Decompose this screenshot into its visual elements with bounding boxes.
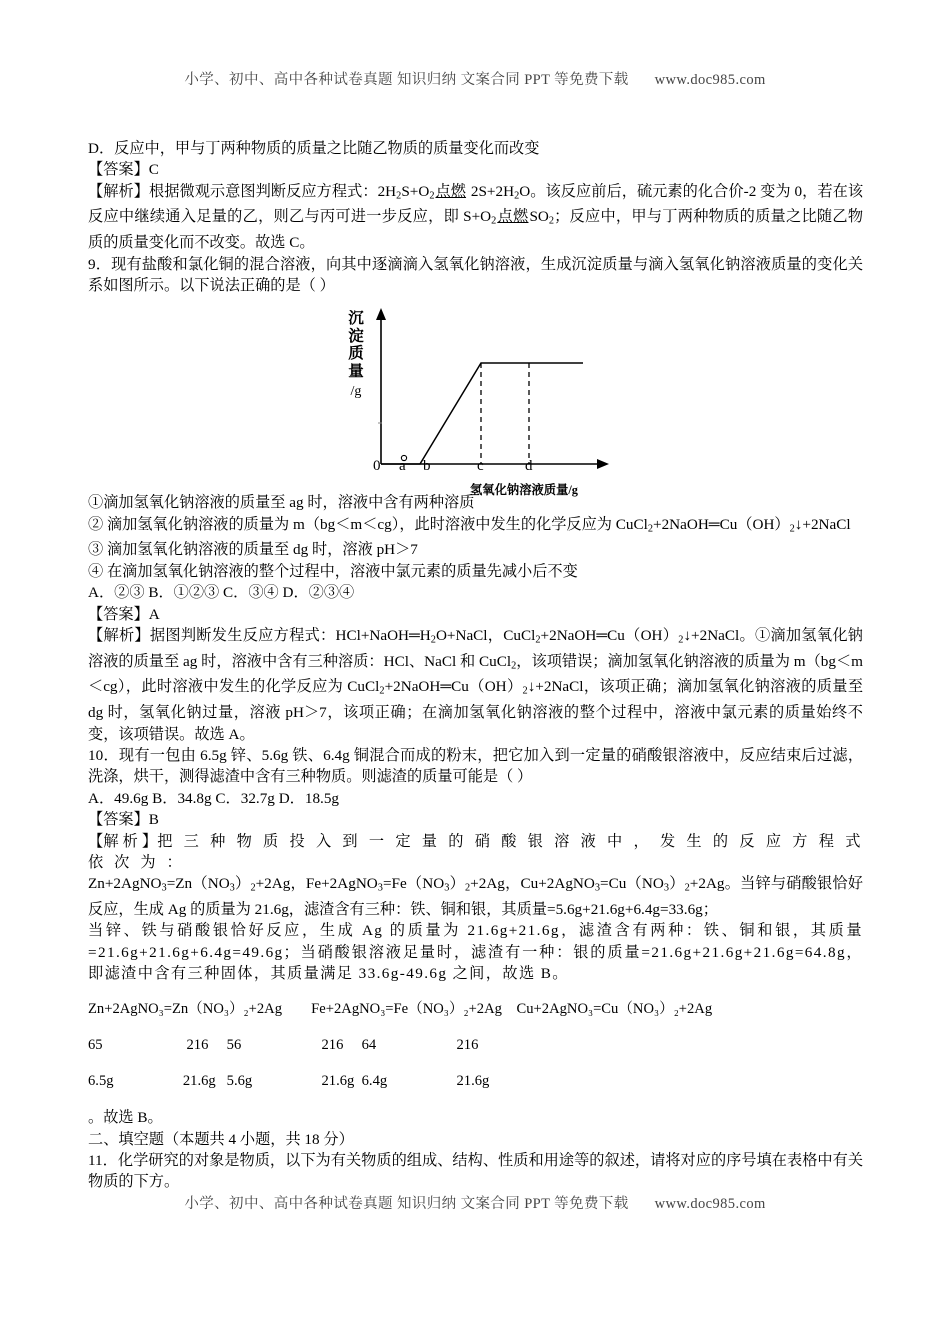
reaction-condition-ignite: 点燃	[497, 208, 529, 226]
q10-stem	[88, 745, 863, 788]
q9-analysis-f: +2NaOH═Cu（OH）	[384, 678, 523, 696]
q10-answer-label: 【答案】	[88, 811, 149, 829]
q8-analysis-label: 【解析】	[88, 182, 149, 200]
sub-2: 2	[548, 215, 555, 227]
q9-analysis-c: +2NaOH═Cu（OH）	[540, 627, 679, 645]
footer-watermark	[0, 1192, 950, 1213]
q8-analysis-part1: 根据微观示意图判断反应方程式：2H	[148, 182, 397, 200]
q9-analysis-b: O+NaCl，CuCl	[435, 627, 536, 645]
q9-analysis-e: ，该项错误；滴加氢氧化钠溶液的质量为 m（bg＜m＜cg），此时溶液中发生的化学反应为 CuCl	[88, 652, 863, 696]
sub-2: 2	[647, 523, 653, 535]
q11-stem-text: 化学研究的对象是物质，以下为有关物质的组成、结构、性质和用途等的叙述，请将对应的序号填在表格中有关物质的下方。	[88, 1152, 864, 1191]
q10-answer	[88, 809, 863, 830]
q10-number: 10．	[88, 746, 119, 764]
x-axis-label: 氢氧化钠溶液质量/g	[470, 483, 578, 497]
sub-3: 3	[229, 882, 235, 894]
eq-fe-part2: =Fe（NO	[382, 875, 445, 893]
stoich-molar-mass-row: 65 216 56 216 64 216	[88, 1037, 479, 1054]
x-tick-b: b	[423, 458, 431, 474]
x-axis-tick-labels	[335, 458, 635, 478]
eq-fe-part3: ）	[449, 875, 465, 893]
q8-analysis-part4: 2S+2H	[467, 182, 515, 200]
eq-zn-part3: ）	[234, 875, 251, 893]
x-tick-c: c	[477, 458, 484, 474]
sub-2: 2	[396, 190, 402, 202]
sub-2: 2	[514, 190, 520, 202]
q8-option-d: D．反应中，甲与丁两种物质的质量之比随乙物质的质量变化而改变	[88, 140, 540, 157]
sub-2: 2	[379, 685, 385, 697]
sub-2: 2	[430, 634, 436, 646]
q9-number: 9．	[88, 255, 112, 273]
header-watermark-text: 小学、初中、高中各种试卷真题 知识归纳 文案合同 PPT 等免费下载	[184, 72, 629, 88]
q9-analysis-d: ↓+2NaCl。①滴加氢氧化钠溶液的质量至 ag 时，溶液中含有三种溶质：HCl、NaCl 和 CuCl	[88, 627, 863, 670]
q8-answer	[88, 159, 863, 180]
q9-answer	[88, 604, 863, 625]
eq-cu-part2: =Cu（NO	[600, 875, 664, 893]
q8-analysis-part2: S+O	[401, 182, 430, 200]
q9-analysis	[88, 625, 863, 745]
q9-stem-text: 现有盐酸和氯化铜的混合溶液，向其中逐滴滴入氢氧化钠溶液，生成沉淀质量与滴入氢氧化钠溶液质量的变化关系如图所示。以下说法正确的是（ ）	[88, 255, 864, 294]
header-watermark-url: www.doc985.com	[654, 72, 766, 88]
eq-cu-part: +2Ag，Cu+2AgNO	[470, 875, 595, 893]
sub-3: 3	[663, 882, 670, 894]
eq-fe-part: +2Ag，Fe+2AgNO	[255, 875, 378, 893]
eq-zn-part2: =Zn（NO	[166, 875, 230, 893]
y-axis-arrow	[376, 308, 386, 320]
q8-answer-label: 【答案】	[88, 161, 149, 179]
x-tick-d: d	[525, 458, 533, 474]
sub-3: 3	[377, 882, 383, 894]
section2-title: 二、填空题（本题共 4 小题，共 18 分）	[88, 1130, 354, 1148]
q9-answer-label: 【答案】	[88, 605, 149, 623]
q9-stem	[88, 254, 863, 297]
q9-answer-value: A	[148, 605, 160, 623]
precipitation-curve	[381, 363, 583, 464]
eq-zn-part: Zn+2AgNO	[88, 875, 162, 893]
q8-analysis-part5: O。该反应前后，硫元素的化合价-2 变为 0，若在该反应中继续通入足量的乙，则乙与丙可进一步反应，即 S+O	[88, 182, 864, 226]
q9-statement-2-a: ② 滴加氢氧化钠溶液的质量为 m（bg＜m＜cg），此时溶液中发生的化学反应为 CuCl	[88, 515, 648, 533]
q9-statement-2-c: ↓+2NaCl	[794, 515, 851, 533]
q8-analysis	[88, 181, 863, 254]
footer-watermark-url: www.doc985.com	[654, 1196, 766, 1212]
sub-3: 3	[161, 882, 167, 894]
y-axis-unit: /g	[350, 384, 362, 399]
sub-2: 2	[535, 634, 541, 646]
q9-statement-2	[88, 514, 863, 540]
q10-analysis-mid: 当锌、铁与硝酸银恰好反应，生成 Ag 的质量为 21.6g+21.6g，滤渣含有两种：铁、铜和银，其质量=21.6g+21.6g+6.4g=49.6g；当硝酸银溶液足量时，滤渣有一种：银的质量=21.6g+21.6g+21.6g=64.8g，即滤渣中含有三种固体，其质量满足 33.6g-49.6g 之间，故选 B。	[88, 922, 863, 983]
header-watermark	[0, 68, 950, 89]
x-tick-0: 0	[373, 458, 381, 474]
x-tick-a: a	[399, 458, 406, 474]
eq-tail: +2Ag。当锌与硝酸银恰好反应，生成 Ag 的质量为 21.6g，滤渣含有三种：铁、铜和银，其质量=5.6g+21.6g+6.4g=33.6g；	[88, 875, 863, 919]
sub-2: 2	[250, 882, 256, 894]
q10-options: A．49.6g B．34.8g C．32.7g D．18.5g	[88, 789, 340, 807]
q10-analysis-lead-text: 把 三 种 物 质 投 入 到 一 定 量 的 硝 酸 银 溶 液 中 ， 发 生 的 反 应 方 程 式 依 次 为 ：	[88, 832, 863, 871]
q10-stem-text: 现有一包由 6.5g 锌、5.6g 铁、6.4g 铜混合而成的粉末，把它加入到一定量的硝酸银溶液中，反应结束后过滤，洗涤，烘干，测得滤渣中含有三种物质。则滤渣的质量可能是（ ）	[88, 746, 864, 786]
sub-2: 2	[678, 634, 684, 646]
q10-analysis-lead	[88, 831, 863, 874]
sub-2: 2	[511, 660, 517, 672]
q11-number: 11．	[88, 1152, 118, 1170]
sub-2: 2	[464, 882, 471, 894]
q9-statement-2-b: +2NaOH═Cu（OH）	[653, 515, 790, 533]
sub-3: 3	[444, 882, 450, 894]
q9-statement-1: ①滴加氢氧化钠溶液的质量至 ag 时，溶液中含有两种溶质	[88, 494, 475, 512]
q9-analysis-g: ↓+2NaCl，该项正确；滴加氢氧化钠溶液的质量至 dg 时，氢氧化钠过量，溶液 pH＞7，该项正确；在滴加氢氧化钠溶液的整个过程中，溶液中氯元素的质量始终不变，该项错误。故选 A。	[88, 678, 864, 743]
sub-2: 2	[429, 190, 435, 202]
q9-analysis-a: 据图判断发生反应方程式：HCl+NaOH═H	[149, 627, 431, 645]
precipitation-graph-figure	[335, 306, 635, 506]
q10-analysis-label: 【解 析 】	[88, 832, 158, 850]
sub-2: 2	[491, 215, 497, 227]
q11-stem	[88, 1150, 863, 1193]
sub-2: 2	[789, 523, 795, 535]
eq-cu-part3: ）	[669, 875, 685, 893]
stoich-given-mass-row: 6.5g 21.6g 5.6g 21.6g 6.4g 21.6g	[88, 1073, 490, 1090]
sub-2: 2	[522, 685, 528, 697]
q9-options: A．②③ B．①②③ C．③④ D．②③④	[88, 584, 355, 602]
q8-answer-value: C	[148, 161, 159, 179]
q9-statement-4: ④ 在滴加氢氧化钠溶液的整个过程中，溶液中氯元素的质量先减小后不变	[88, 562, 578, 580]
sub-3: 3	[594, 882, 601, 894]
stoich-equation-row: Zn+2AgNO₃=Zn（NO₃）₂+2Ag Fe+2AgNO₃=Fe（NO₃）₂+2Ag Cu+2AgNO₃=Cu（NO₃）₂+2Ag	[88, 1001, 713, 1018]
sub-2: 2	[684, 882, 690, 894]
q8-analysis-part7: ；反应中，甲与丁两种物质的质量之比随乙物质的质量变化而不改变。故选 C。	[88, 208, 864, 252]
q9-analysis-label: 【解析】	[88, 627, 150, 645]
q8-analysis-part6: SO	[529, 208, 549, 226]
q10-analysis-equations	[88, 873, 863, 920]
q10-answer-value: B	[148, 811, 159, 829]
y-axis-label: 沉 淀 质 量 /g	[343, 310, 369, 401]
q9-statement-3: ③ 滴加氢氧化钠溶液的质量至 dg 时，溶液 pH＞7	[88, 541, 418, 559]
q10-closing: 。故选 B。	[88, 1109, 163, 1127]
footer-watermark-text: 小学、初中、高中各种试卷真题 知识归纳 文案合同 PPT 等免费下载	[184, 1196, 629, 1212]
document-body	[88, 138, 863, 1193]
reaction-condition-ignite: 点燃	[435, 182, 467, 200]
